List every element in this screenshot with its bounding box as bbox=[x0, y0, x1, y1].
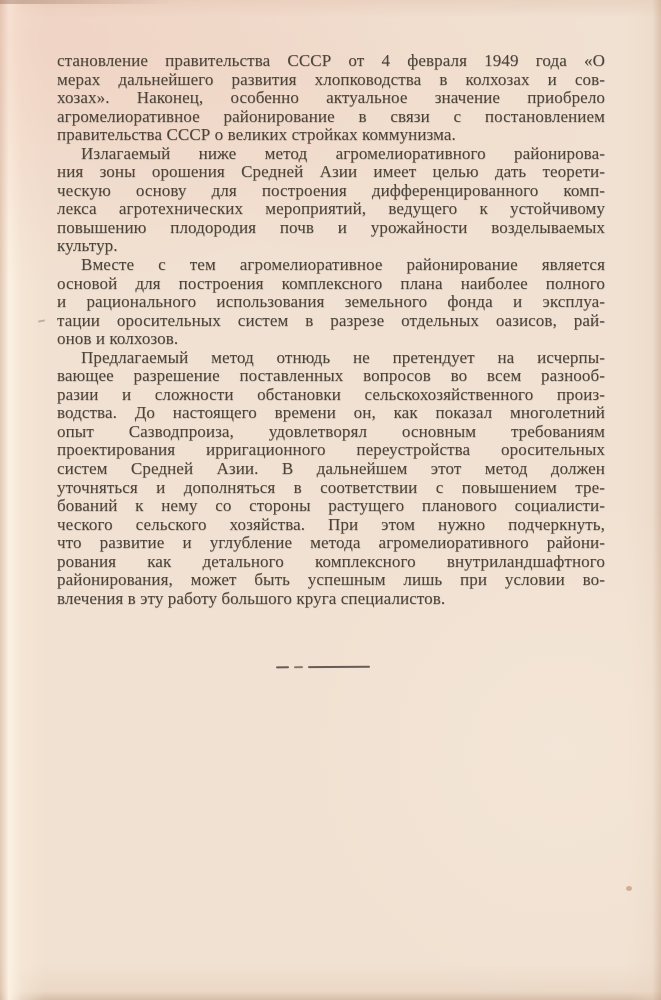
text-line: ния зоны орошения Средней Азии имеет целью дать теорети- bbox=[57, 162, 605, 182]
text-line: ческого сельского хозяйства. При этом нужно подчеркнуть, bbox=[57, 514, 605, 534]
text-line: рования как детального комплексного внутриландшафтного bbox=[57, 551, 605, 571]
scan-edge-smudge bbox=[0, 0, 175, 4]
text-line: влечения в эту работу большого круга специалистов. bbox=[57, 588, 446, 608]
divider-dash bbox=[308, 666, 370, 668]
text-line: повышению плодородия почв и урожайности возделываемых bbox=[57, 217, 605, 237]
text-line: бований к нему со стороны растущего планового социалисти- bbox=[57, 496, 605, 516]
text-line: вающее разрешение поставленных вопросов во всем разнооб- bbox=[57, 366, 605, 386]
text-line: мерах дальнейшего развития хлопководства в колхозах и сов- bbox=[57, 69, 605, 89]
text-line: тации оросительных систем в разрезе отдельных оазисов, рай- bbox=[57, 310, 605, 330]
text-line: систем Средней Азии. В дальнейшем этот метод должен bbox=[57, 459, 605, 479]
text-line: лекса агротехнических мероприятий, ведущего к устойчивому bbox=[57, 199, 605, 219]
section-divider bbox=[276, 666, 376, 669]
print-artifact bbox=[38, 319, 45, 322]
divider-dash bbox=[294, 666, 303, 668]
text-line: Излагаемый ниже метод агромелиоративного районирова- bbox=[81, 143, 605, 163]
text-line: Вместе с тем агромелиоративное районирование является bbox=[81, 255, 605, 275]
text-line: что развитие и углубление метода агромелиоративного райони- bbox=[57, 533, 605, 553]
text-line: агромелиоративное районирование в связи с постановлением bbox=[57, 106, 605, 126]
text-line: становление правительства СССР от 4 февраля 1949 года «О bbox=[57, 51, 605, 70]
paper-speck bbox=[626, 886, 632, 891]
text-line: ческую основу для построения дифференцированного комп- bbox=[57, 180, 605, 200]
text-line: Предлагаемый метод отнюдь не претендует на исчерпы- bbox=[81, 347, 605, 367]
text-line: уточняться и дополняться в соответствии с повышением тре- bbox=[57, 477, 605, 497]
text-line: и рационального использования земельного фонда и эксплуа- bbox=[57, 292, 605, 312]
text-line: правительства СССР о великих стройках коммунизма. bbox=[57, 125, 456, 145]
text-line: основой для построения комплексного плана наиболее полного bbox=[57, 273, 605, 293]
text-line: культур. bbox=[57, 236, 118, 256]
text-line: районирования, может быть успешным лишь при условии во- bbox=[57, 570, 605, 590]
text-line: водства. До настоящего времени он, как показал многолетний bbox=[57, 403, 605, 423]
text-line: онов и колхозов. bbox=[57, 329, 179, 349]
text-line: хозах». Наконец, особенно актуальное значение приобрело bbox=[57, 88, 605, 108]
text-line: опыт Сазводпроиза, удовлетворял основным требованиям bbox=[57, 421, 605, 441]
divider-dash bbox=[276, 666, 289, 668]
text-line: проектирования ирригационного переустройства оросительных bbox=[57, 440, 605, 460]
text-line: разии и сложности обстановки сельскохозяйственного произ- bbox=[57, 384, 605, 404]
page-text bbox=[57, 52, 605, 608]
